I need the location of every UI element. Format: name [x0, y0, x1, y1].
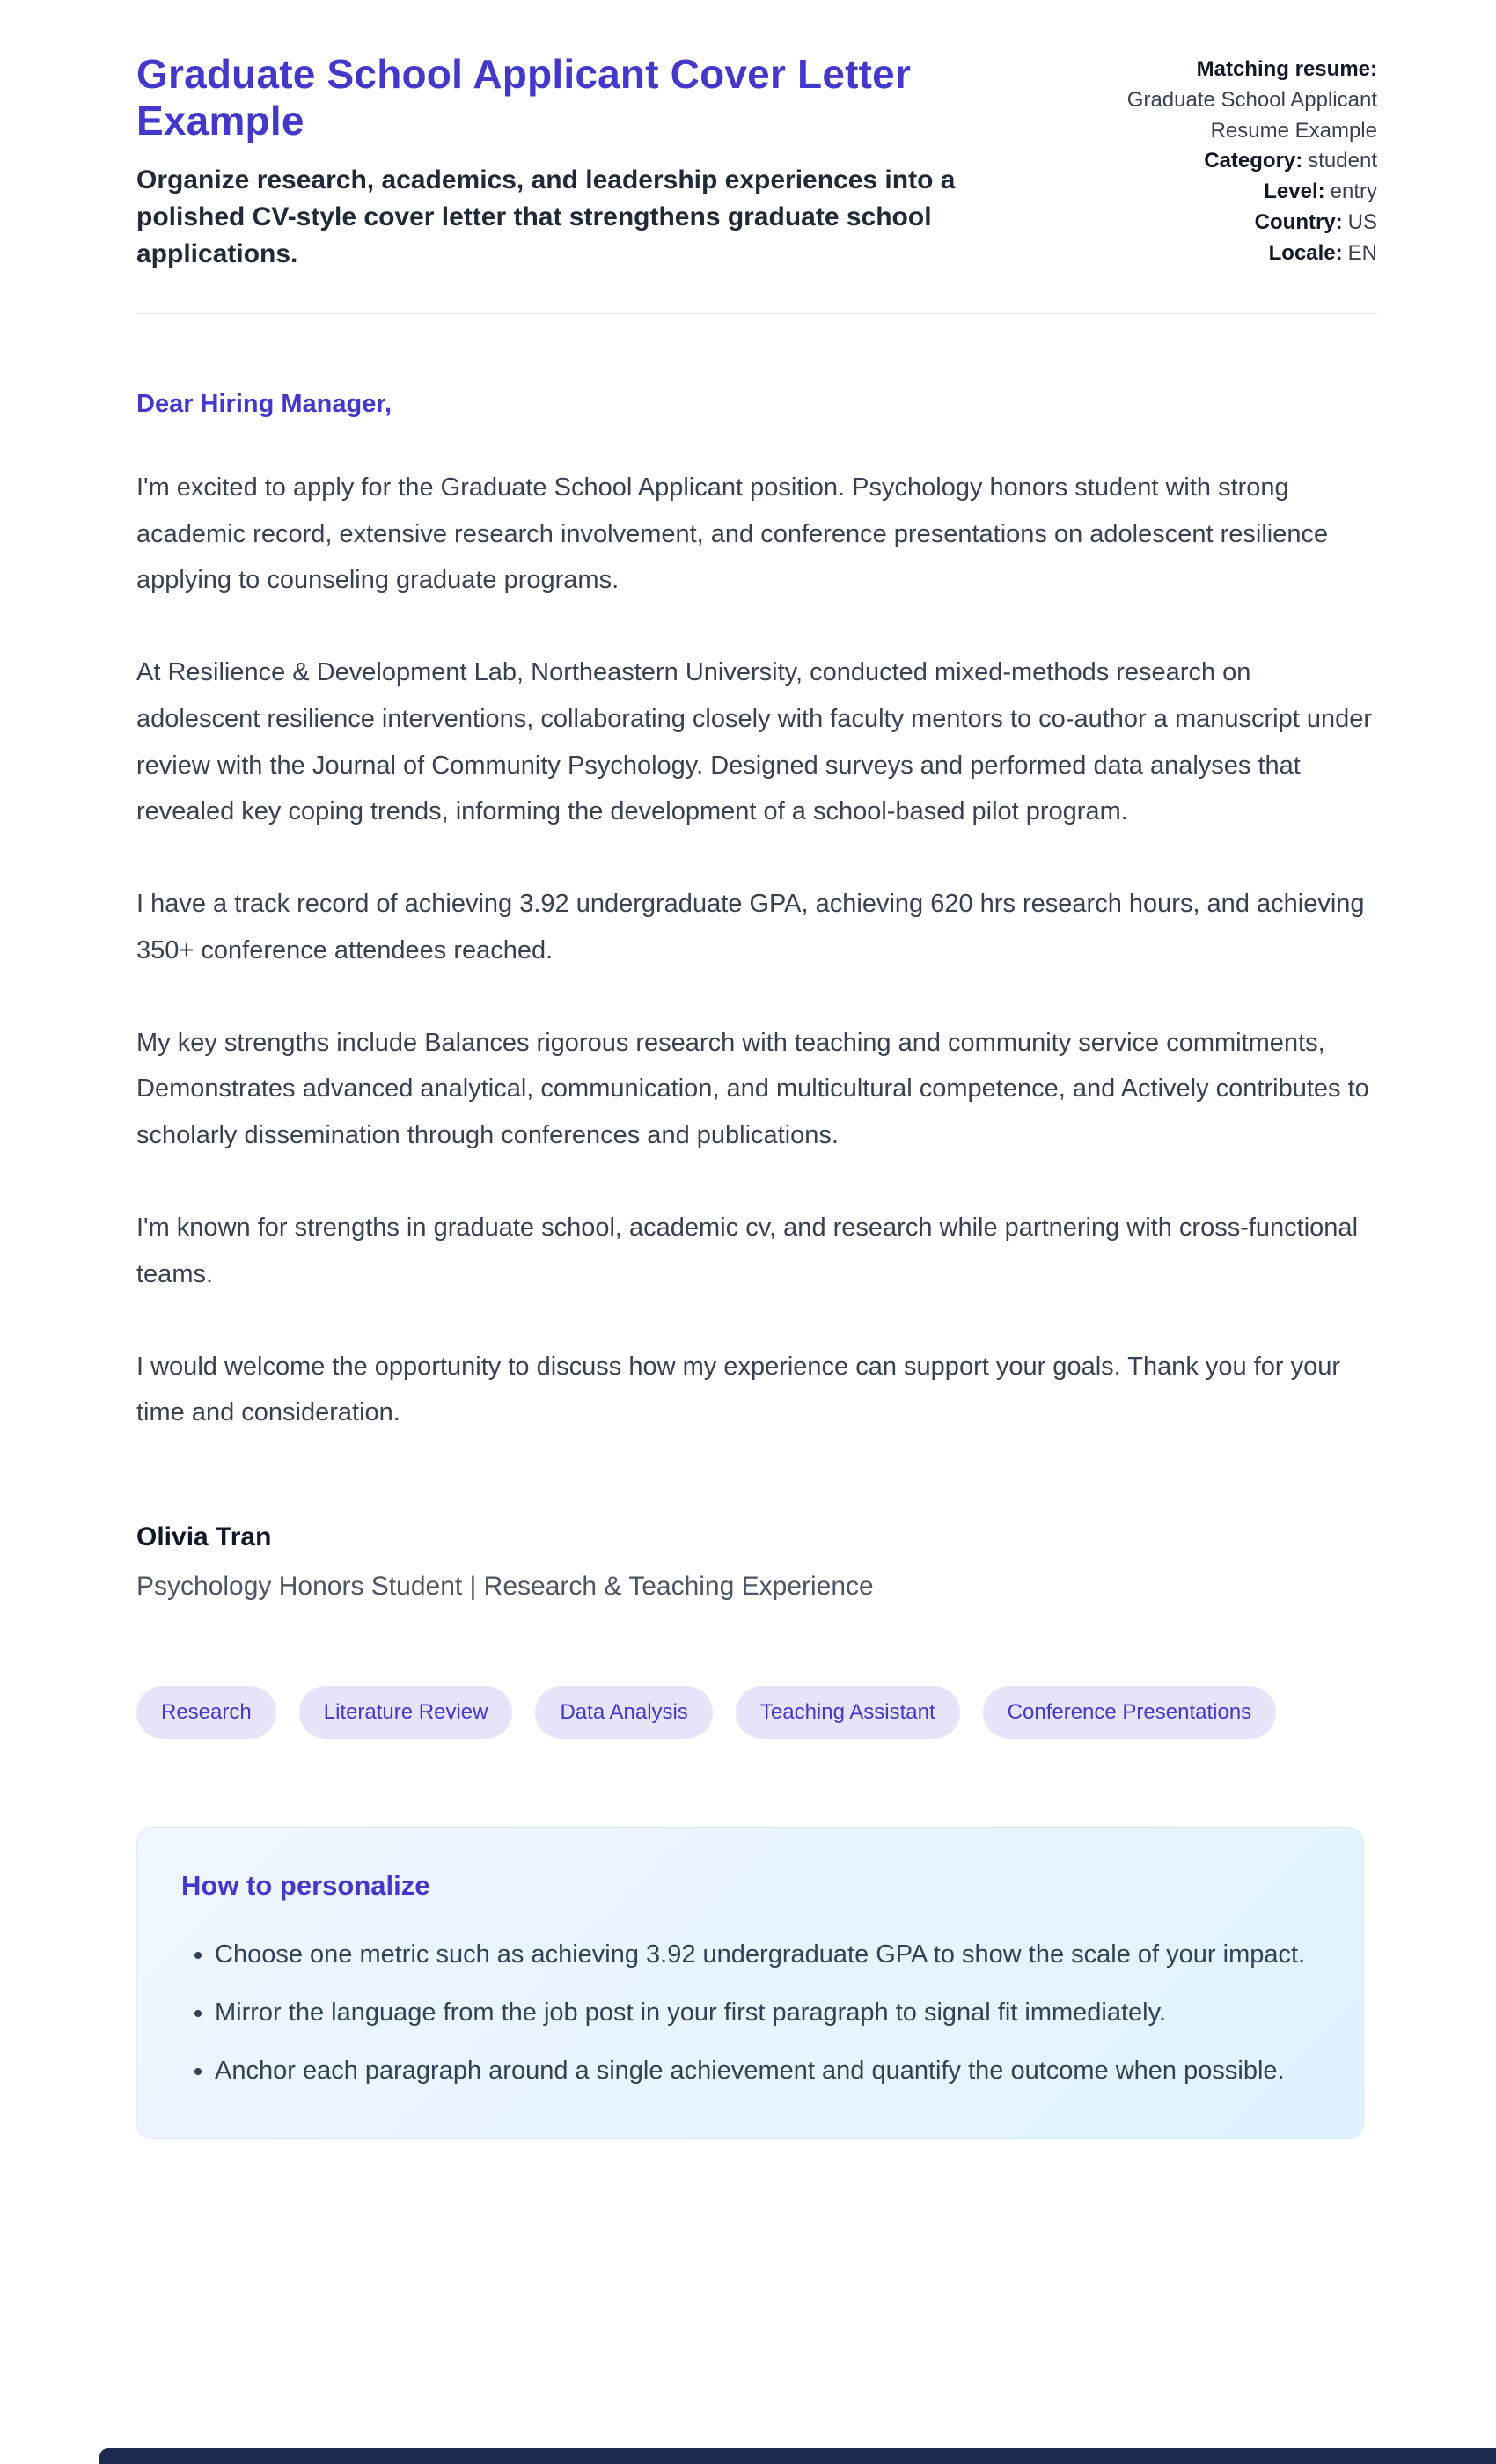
signature-role: Psychology Honors Student | Research & Teaching Experience — [136, 1572, 874, 1602]
letter-paragraph: I'm known for strengths in graduate school, academic cv, and research while partnering with cross-functional teams. — [136, 1213, 1359, 1288]
header-divider — [136, 313, 1377, 314]
cover-letter-body — [136, 390, 1377, 1602]
meta-resume — [1082, 55, 1377, 146]
meta-locale — [1082, 238, 1377, 269]
tag-pill-literature-review[interactable]: Literature Review — [299, 1686, 513, 1739]
header-left — [136, 51, 1047, 273]
personalize-bullet: • Anchor each paragraph around a single achievement and quantify the outcome when possible. — [215, 2048, 1319, 2094]
page-subtitle: Organize research, academics, and leadership experiences into a polished CV-style cover letter that strengthens graduate school applications. — [136, 165, 956, 268]
meta-locale-value: EN — [1347, 240, 1377, 265]
salutation: Dear Hiring Manager, — [136, 389, 392, 418]
personalize-bullet: • Choose one metric such as achieving 3.92 undergraduate GPA to show the scale of your impact. — [215, 1932, 1319, 1977]
meta-category-label: Category: — [1204, 149, 1303, 173]
meta-level-value: entry — [1330, 180, 1377, 204]
tag-pill-data-analysis[interactable]: Data Analysis — [535, 1686, 712, 1739]
header — [136, 51, 1377, 273]
meta-country-value: US — [1347, 209, 1377, 234]
meta-country — [1082, 208, 1377, 238]
personalize-list — [181, 1932, 1319, 2094]
letter-paragraph: My key strengths include Balances rigorous research with teaching and community service commitments, Demonstrates advanced analytical, communication, and multicultural competence, and Actively contributes to scholarly dissemination through conferences and publications. — [136, 1028, 1369, 1150]
tag-pill-conference-presentations[interactable]: Conference Presentations — [983, 1686, 1277, 1739]
meta-country-label: Country: — [1254, 209, 1343, 234]
meta-level-label: Level: — [1264, 180, 1325, 204]
meta-category-value: student — [1308, 149, 1377, 173]
how-to-personalize-card — [136, 1827, 1364, 2139]
letter-paragraph: At Resilience & Development Lab, Northeastern University, conducted mixed-methods research on adolescent resilience interventions, collaborating closely with faculty mentors to co-author a manuscript under review with the Journal of Community Psychology. Designed surveys and performed data analyses that revealed key coping trends, informing the development of a school-based pilot program. — [136, 658, 1372, 826]
tag-pill-teaching-assistant[interactable]: Teaching Assistant — [736, 1686, 960, 1739]
footer-section-edge — [99, 2448, 1496, 2464]
signature-name: Olivia Tran — [136, 1522, 272, 1552]
meta-resume-value: Graduate School Applicant Resume Example — [1126, 87, 1377, 143]
personalize-title: How to personalize — [181, 1870, 430, 1902]
letter-paragraph: I would welcome the opportunity to discuss how my experience can support your goals. Thank you for your time and consideration. — [136, 1352, 1341, 1427]
letter-paragraph: I'm excited to apply for the Graduate School Applicant position. Psychology honors student with strong academic record, extensive research involvement, and conference presentations on adolescent resilience applying to counseling graduate programs. — [136, 473, 1329, 595]
meta-locale-label: Locale: — [1268, 240, 1343, 265]
tag-list — [136, 1686, 1377, 1739]
meta-panel — [1082, 51, 1377, 269]
tag-pill-research[interactable]: Research — [136, 1686, 276, 1739]
letter-paragraph: I have a track record of achieving 3.92 undergraduate GPA, achieving 620 hrs research hours, and achieving 350+ conference attendees reached. — [136, 890, 1365, 964]
page-title: Graduate School Applicant Cover Letter Example — [136, 51, 912, 143]
meta-category — [1082, 146, 1377, 177]
signature-block — [136, 1522, 1377, 1602]
personalize-bullet: • Mirror the language from the job post in your first paragraph to signal fit immediately. — [215, 1990, 1319, 2035]
meta-level — [1082, 177, 1377, 208]
meta-resume-label: Matching resume: — [1196, 57, 1377, 81]
